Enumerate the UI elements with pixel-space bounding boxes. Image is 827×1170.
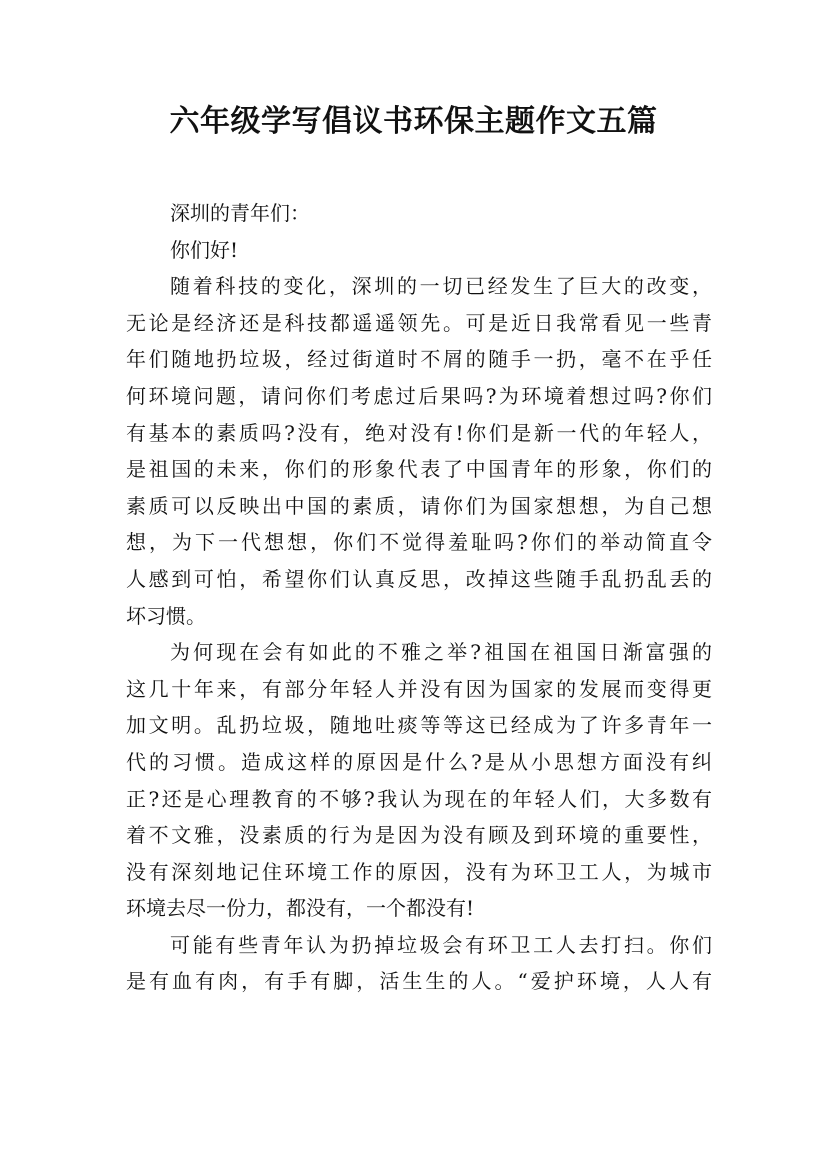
paragraph-1-line-2: 无论是经济还是科技都遥遥领先。可是近日我常看见一些青: [126, 310, 712, 335]
document-title: 六年级学写倡议书环保主题作文五篇: [169, 104, 658, 139]
paragraph-2-line-7: 没有深刻地记住环境工作的原因，没有为环卫工人，为城市: [126, 859, 712, 884]
salutation-line: 深圳的青年们：: [170, 201, 310, 225]
paragraph-1-line-1: 随着科技的变化，深圳的一切已经发生了巨大的改变，: [170, 274, 712, 299]
paragraph-1-line-10: 坏习惯。: [126, 603, 206, 628]
paragraph-1-line-4: 何环境问题，请问你们考虑过后果吗?为环境着想过吗?你们: [126, 383, 712, 408]
document-body: [126, 195, 712, 1000]
paragraph-2-line-2: 这几十年来，有部分年轻人并没有因为国家的发展而变得更: [126, 676, 712, 701]
greeting-line: 你们好!: [170, 237, 239, 262]
paragraph-1-line-3: 年们随地扔垃圾，经过街道时不屑的随手一扔，毫不在乎任: [126, 347, 712, 372]
paragraph-2-line-5: 正?还是心理教育的不够?我认为现在的年轻人们，大多数有: [126, 786, 712, 811]
paragraph-2-line-1: 为何现在会有如此的不雅之举?祖国在祖国日渐富强的: [170, 640, 712, 665]
paragraph-3-line-1: 可能有些青年认为扔掉垃圾会有环卫工人去打扫。你们: [170, 932, 712, 957]
paragraph-1-line-6: 是祖国的未来，你们的形象代表了中国青年的形象，你们的: [126, 457, 712, 482]
paragraph-2-line-3: 加文明。乱扔垃圾，随地吐痰等等这已经成为了许多青年一: [126, 713, 712, 738]
paragraph-1-line-8: 想，为下一代想想，你们不觉得羞耻吗?你们的举动简直令: [126, 530, 712, 555]
paragraph-3-line-2: 是有血有肉，有手有脚，活生生的人。“爱护环境，人人有: [126, 969, 712, 994]
paragraph-1-line-7: 素质可以反映出中国的素质，请你们为国家想想，为自己想: [126, 493, 712, 518]
paragraph-2-line-8: 环境去尽一份力，都没有，一个都没有!: [126, 896, 475, 921]
paragraph-2-line-6: 着不文雅，没素质的行为是因为没有顾及到环境的重要性，: [126, 823, 712, 848]
paragraph-2-line-4: 代的习惯。造成这样的原因是什么?是从小思想方面没有纠: [126, 749, 712, 774]
paragraph-1-line-5: 有基本的素质吗?没有，绝对没有!你们是新一代的年轻人，: [126, 420, 712, 445]
paragraph-1-line-9: 人感到可怕，希望你们认真反思，改掉这些随手乱扔乱丢的: [126, 566, 712, 591]
